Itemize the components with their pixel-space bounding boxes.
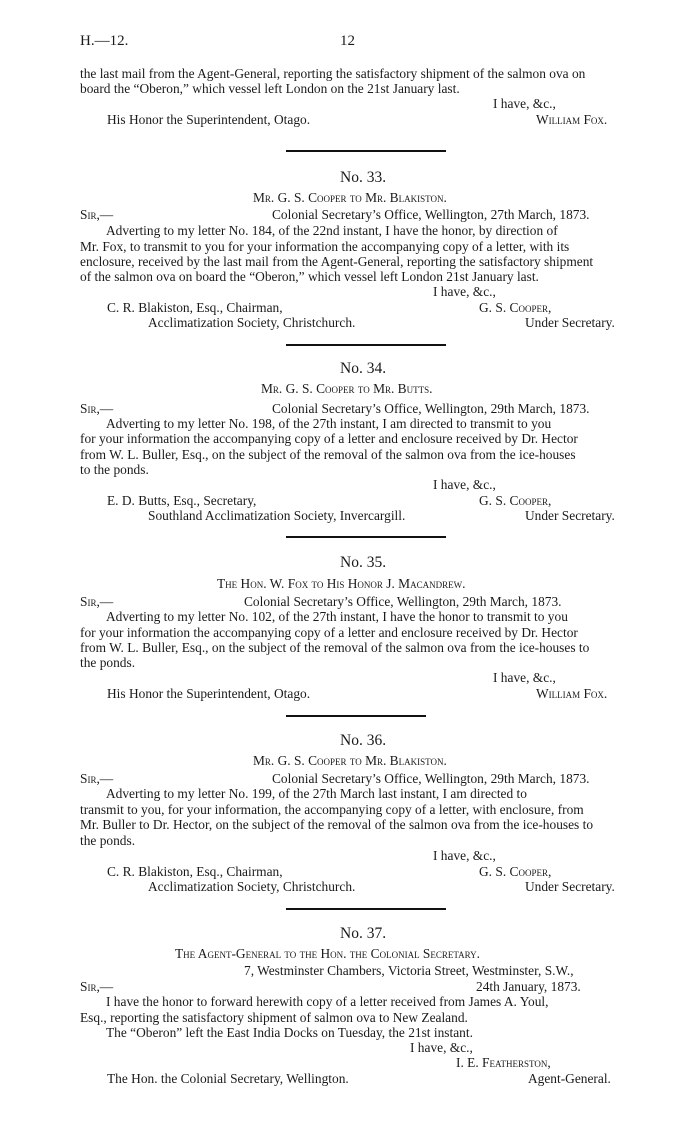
body-line: the ponds. (80, 833, 136, 848)
closing-phrase: I have, &c., (410, 1040, 473, 1055)
closing-phrase: I have, &c., (433, 848, 496, 863)
section-divider (286, 715, 426, 717)
signatory-title: Agent-General. (528, 1071, 611, 1086)
closing-phrase: I have, &c., (493, 670, 556, 685)
body-line: enclosure, received by the last mail from the Agent-General, reporting the satisfactory shipment (80, 254, 594, 269)
body-line: Adverting to my letter No. 102, of the 27th instant, I have the honor to transmit to you (106, 609, 568, 624)
salutation: Sir,— (80, 979, 114, 994)
body-line: Adverting to my letter No. 199, of the 27th March last instant, I am directed to (106, 786, 527, 801)
letter-date: 24th January, 1873. (476, 979, 581, 994)
place-date: Colonial Secretary’s Office, Wellington, 29th March, 1873. (272, 771, 590, 786)
letter-number: No. 35. (340, 554, 387, 571)
body-line: Adverting to my letter No. 198, of the 27th instant, I am directed to transmit to you (106, 416, 552, 431)
body-line: from W. L. Buller, Esq., on the subject of the removal of the salmon ova from the ice-houses (80, 447, 576, 462)
body-line: I have the honor to forward herewith copy of a letter received from James A. Youl, (106, 994, 549, 1009)
section-divider (286, 150, 446, 152)
body-line: the ponds. (80, 655, 136, 670)
addressee: E. D. Butts, Esq., Secretary, (107, 493, 257, 508)
body-line: to the ponds. (80, 462, 149, 477)
letter-from-to: Mr. G. S. Cooper to Mr. Butts. (261, 381, 433, 396)
signature: William Fox. (536, 686, 608, 701)
addressee: C. R. Blakiston, Esq., Chairman, (107, 300, 283, 315)
body-line: Adverting to my letter No. 184, of the 22nd instant, I have the honor, by direction of (106, 223, 558, 238)
intro-line: board the “Oberon,” which vessel left London on the 21st January last. (80, 81, 460, 96)
addressee-line-2: Acclimatization Society, Christchurch. (148, 879, 356, 894)
letter-from-to: Mr. G. S. Cooper to Mr. Blakiston. (253, 753, 447, 768)
letter-number: No. 36. (340, 732, 387, 749)
sender-address: 7, Westminster Chambers, Victoria Street, Westminster, S.W., (244, 963, 574, 978)
signatory-title: Under Secretary. (525, 315, 615, 330)
addressee: His Honor the Superintendent, Otago. (107, 686, 311, 701)
body-line: transmit to you, for your information, the accompanying copy of a letter, with enclosure, from (80, 802, 584, 817)
signature: G. S. Cooper, (479, 864, 552, 879)
body-line: Mr. Buller to Dr. Hector, on the subject of the removal of the salmon ova from the ice-houses to (80, 817, 594, 832)
section-divider (286, 536, 446, 538)
signature: William Fox. (536, 112, 608, 127)
salutation: Sir,— (80, 771, 114, 786)
body-line: from W. L. Buller, Esq., on the subject of the removal of the salmon ova from the ice-houses to (80, 640, 590, 655)
closing-phrase: I have, &c., (493, 96, 556, 111)
place-date: Colonial Secretary’s Office, Wellington, 29th March, 1873. (272, 401, 590, 416)
closing-phrase: I have, &c., (433, 477, 496, 492)
signatory-title: Under Secretary. (525, 508, 615, 523)
intro-line: the last mail from the Agent-General, reporting the satisfactory shipment of the salmon ova on (80, 66, 586, 81)
addressee: C. R. Blakiston, Esq., Chairman, (107, 864, 283, 879)
closing-phrase: I have, &c., (433, 284, 496, 299)
signature: G. S. Cooper, (479, 300, 552, 315)
body-line: The “Oberon” left the East India Docks on Tuesday, the 21st instant. (106, 1025, 473, 1040)
letter-number: No. 37. (340, 925, 387, 942)
addressee-line-2: Southland Acclimatization Society, Invercargill. (148, 508, 406, 523)
section-divider (286, 908, 446, 910)
addressee: The Hon. the Colonial Secretary, Wellington. (107, 1071, 349, 1086)
letter-from-to: The Agent-General to the Hon. the Colonial Secretary. (175, 946, 480, 961)
signatory-title: Under Secretary. (525, 879, 615, 894)
body-line: Mr. Fox, to transmit to you for your information the accompanying copy of a letter, with its (80, 239, 570, 254)
body-line: for your information the accompanying copy of a letter and enclosure received by Dr. Hector (80, 625, 578, 640)
letter-from-to: The Hon. W. Fox to His Honor J. Macandrew. (217, 576, 466, 591)
salutation: Sir,— (80, 401, 114, 416)
body-line: of the salmon ova on board the “Oberon,” which vessel left London 21st January last. (80, 269, 539, 284)
running-header-left: H.—12. (80, 33, 129, 49)
addressee: His Honor the Superintendent, Otago. (107, 112, 311, 127)
section-divider (286, 344, 446, 346)
signature: G. S. Cooper, (479, 493, 552, 508)
letter-number: No. 34. (340, 360, 387, 377)
body-line: Esq., reporting the satisfactory shipment of salmon ova to New Zealand. (80, 1010, 468, 1025)
place-date: Colonial Secretary’s Office, Wellington, 27th March, 1873. (272, 207, 590, 222)
place-date: Colonial Secretary’s Office, Wellington, 29th March, 1873. (244, 594, 562, 609)
page-number: 12 (340, 33, 355, 49)
salutation: Sir,— (80, 207, 114, 222)
letter-from-to: Mr. G. S. Cooper to Mr. Blakiston. (253, 190, 447, 205)
addressee-line-2: Acclimatization Society, Christchurch. (148, 315, 356, 330)
signature: I. E. Featherston, (456, 1055, 551, 1070)
letter-number: No. 33. (340, 169, 387, 186)
salutation: Sir,— (80, 594, 114, 609)
body-line: for your information the accompanying copy of a letter and enclosure received by Dr. Hector (80, 431, 578, 446)
